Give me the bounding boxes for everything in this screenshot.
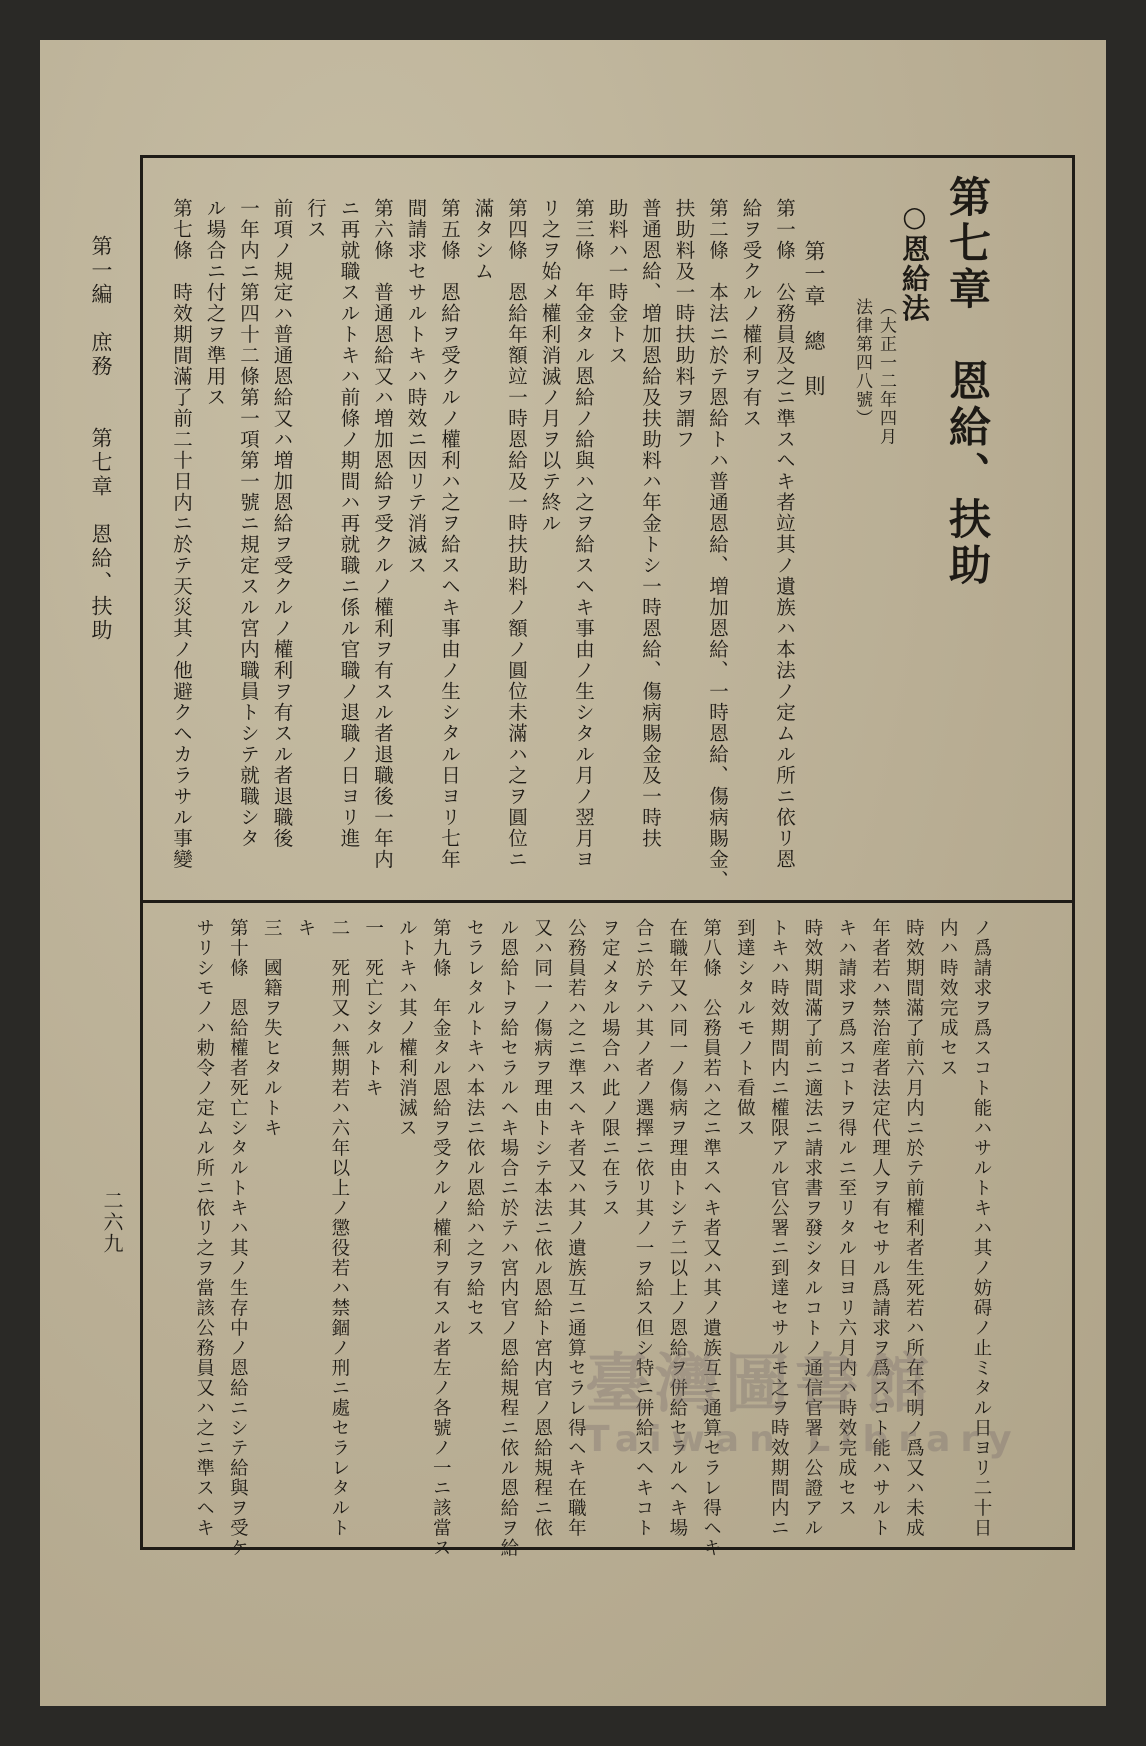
text-column: 前項ノ規定ハ普通恩給又ハ増加恩給ヲ受クルノ權利ヲ有スル者退職後 — [270, 198, 294, 849]
text-column: 合ニ於テハ其ノ者ノ選擇ニ依リ其ノ一ヲ給ス但シ特ニ併給スヘキコト — [633, 918, 654, 1538]
library-watermark — [585, 1350, 1065, 1480]
text-column: 第九條 年金タル恩給ヲ受クルノ權利ヲ有スル者左ノ各號ノ一ニ該當ス — [430, 918, 452, 1558]
document-page — [40, 40, 1106, 1706]
text-column: セラレタルトキハ本法ニ依ル恩給ハ之ヲ給セス — [464, 918, 485, 1338]
running-head: 第一編 庶務 第七章 恩給、扶助 — [89, 235, 113, 643]
text-column: 到達シタルモノト看做ス — [734, 918, 756, 1138]
text-column: 第八條 公務員若ハ之ニ準スヘキ者又ハ其ノ遺族互ニ通算セラレ得ヘキ — [700, 918, 722, 1558]
page-number: 二六九 — [100, 1190, 124, 1255]
law-title: ○恩給法 — [898, 200, 931, 323]
text-column: リ之ヲ始メ權利消滅ノ月ヲ以テ終ル — [538, 198, 562, 534]
text-column: 給ヲ受クルノ權利ヲ有ス — [739, 198, 763, 429]
chapter-title: 第七章 恩給、扶助 — [943, 175, 992, 589]
text-column: 間請求セサルトキハ時效ニ因リテ消滅ス — [404, 198, 428, 576]
text-column: キハ請求ヲ爲スコトヲ得ルニ至リタル日ヨリ六月内ハ時效完成セス — [835, 918, 857, 1518]
text-column: ニ再就職スルトキハ前條ノ期間ハ再就職ニ係ル官職ノ退職ノ日ヨリ進 — [337, 198, 361, 849]
text-column: 扶助料及一時扶助料ヲ謂フ — [672, 198, 696, 450]
text-column: 第六條 普通恩給又ハ増加恩給ヲ受クルノ權利ヲ有スル者退職後一年内 — [371, 198, 394, 870]
text-column: 行ス — [304, 198, 327, 240]
text-column: ルトキハ其ノ權利消滅ス — [396, 918, 418, 1138]
text-column: 内ハ時效完成セス — [937, 918, 959, 1078]
text-column: 三 國籍ヲ失ヒタルトキ — [261, 918, 283, 1138]
text-column: 在職年又ハ同一ノ傷病ヲ理由トシテ二以上ノ恩給ヲ併給セラルヘキ場 — [666, 918, 688, 1538]
text-column: ノ爲請求ヲ爲スコト能ハサルトキハ其ノ妨碍ノ止ミタル日ヨリ二十日 — [971, 918, 992, 1538]
text-column: 滿タシム — [471, 198, 495, 282]
text-column: 第十條 恩給權者死亡シタルトキハ其ノ生存中ノ恩給ニシテ給與ヲ受ケ — [227, 918, 249, 1558]
text-column: 又ハ同一ノ傷病ヲ理由トシテ本法ニ依ル恩給ト宮内官ノ恩給規程ニ依 — [531, 918, 553, 1538]
text-column: 第一條 公務員及之ニ準スヘキ者竝其ノ遺族ハ本法ノ定ムル所ニ依リ恩 — [773, 198, 796, 870]
text-column: ル場合ニ付之ヲ準用ス — [203, 198, 227, 408]
text-column: 第七條 時效期間滿了前二十日内ニ於テ天災其ノ他避クヘカラサル事變 — [170, 198, 193, 870]
text-column: 時效期間滿了前ニ適法ニ請求書ヲ發シタルコトノ通信官署ノ公證アル — [802, 918, 823, 1538]
frame-divider — [140, 900, 1075, 903]
text-column: 第二條 本法ニ於テ恩給トハ普通恩給、増加恩給、一時恩給、傷病賜金、 — [706, 198, 729, 891]
text-column: キ — [295, 918, 316, 938]
text-column: 一年内ニ第四十二條第一項第一號ニ規定スル宮内職員トシテ就職シタ — [237, 198, 260, 849]
watermark-line1: 臺灣圖書館 — [585, 1348, 935, 1422]
law-number-line1: （大正一二年四月 — [876, 298, 896, 446]
text-column: トキハ時效期間内ニ權限アル官公署ニ到達セサルモ之ヲ時效期間内ニ — [768, 918, 790, 1538]
text-column: 第五條 恩給ヲ受クルノ權利ハ之ヲ給スヘキ事由ノ生シタル日ヨリ七年 — [438, 198, 461, 870]
text-column: 公務員若ハ之ニ準スヘキ者又ハ其ノ遺族互ニ通算セラレ得ヘキ在職年 — [565, 918, 587, 1538]
text-column: 助料ハ一時金トス — [605, 198, 629, 366]
text-column: 一 死亡シタルトキ — [362, 918, 384, 1098]
text-column: 第三條 年金タル恩給ノ給與ハ之ヲ給スヘキ事由ノ生シタル月ノ翌月ヨ — [572, 198, 595, 870]
section-heading: 第一章 總 則 — [802, 240, 826, 398]
law-number-line2: 法律第四八號） — [852, 298, 872, 428]
text-column: 第四條 恩給年額竝一時恩給及一時扶助料ノ額ノ圓位未滿ハ之ヲ圓位ニ — [505, 198, 528, 870]
text-column: 年者若ハ禁治産者法定代理人ヲ有セサル爲請求ヲ爲スコト能ハサルト — [869, 918, 891, 1538]
text-column: サリシモノハ勅令ノ定ムル所ニ依リ之ヲ當該公務員又ハ之ニ準スヘキ — [193, 918, 215, 1538]
text-column: 時效期間滿了前六月内ニ於テ前權利者生死若ハ所在不明ノ爲又ハ未成 — [903, 918, 925, 1538]
text-column: ヲ定メタル場合ハ此ノ限ニ在ラス — [599, 918, 621, 1218]
text-column: ル恩給トヲ給セラルヘキ場合ニ於テハ宮内官ノ恩給規程ニ依ル恩給ヲ給 — [497, 918, 519, 1558]
text-column: 二 死刑又ハ無期若ハ六年以上ノ懲役若ハ禁錮ノ刑ニ處セラレタルト — [328, 918, 350, 1538]
watermark-line2: Taiwan Library — [585, 1419, 1022, 1461]
text-column: 普通恩給、増加恩給及扶助料ハ年金トシ一時恩給、傷病賜金及一時扶 — [639, 198, 662, 849]
